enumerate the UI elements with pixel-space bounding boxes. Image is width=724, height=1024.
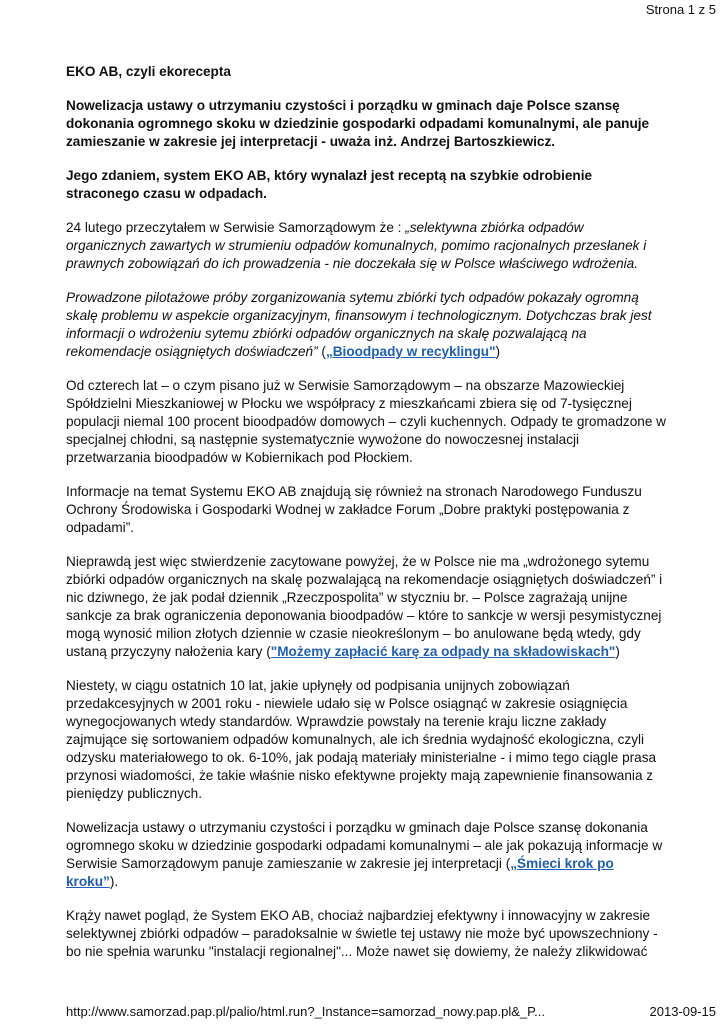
paragraph-7-close: ).	[109, 874, 119, 889]
paragraph-5-close: )	[615, 644, 620, 659]
smieci-link[interactable]: „Śmieci krok po kroku”	[66, 856, 614, 889]
lead-paragraph-2: Jego zdaniem, system EKO AB, który wynalazł jest receptą na szybkie odrobienie straconego czasu w odpadach.	[66, 168, 593, 201]
paragraph-5	[66, 553, 666, 661]
paragraph-2-open: (	[317, 344, 326, 359]
paragraph-2-close: )	[495, 344, 501, 359]
paragraph-7-text: Nowelizacja ustawy o utrzymaniu czystości i porządku w gminach daje Polsce szansę dokonania ogromnego skoku w dziedzinie gospodarki odpadami komunalnymi – ale jak pokazują informacje w Serwisie Samorządowym panuje zamieszanie w zakresie jej interpretacji (	[66, 820, 663, 871]
footer-date: 2013-09-15	[649, 1004, 716, 1019]
bioodpady-link[interactable]: „Bioodpady w recyklingu"	[325, 344, 496, 359]
paragraph-8: Krąży nawet pogląd, że System EKO AB, chociaż najbardziej efektywny i innowacyjny w zakresie selektywnej zbiórki odpadów – paradoksalnie w świetle tej ustawy nie może być upowszechniony - bo nie spełnia warunku "instalacji regionalnej"... Może nawet się dowiemy, że należy zlikwidować	[66, 908, 658, 959]
paragraph-5-text: Nieprawdą jest więc stwierdzenie zacytowane powyżej, że w Polsce nie ma „wdrożonego sytemu zbiórki odpadów organicznych na skalę pozwalającą na rekomendacje osiągniętych doświadczeń” i nic dziwnego, że jak podał dziennik „Rzeczpospolita” w styczniu br. – Polsce zagrażają unijne sankcje za brak ograniczenia deponowania bioodpadów – które to sankcje w wersji pesymistycznej mogą wynosić milion złotych dziennie w czasie nieokreślonym – bo anulowane będą wtedy, gdy ustaną przyczyny nałożenia kary (	[66, 554, 663, 659]
paragraph-3: Od czterech lat – o czym pisano już w Serwisie Samorządowym – na obszarze Mazowieckiej Spółdzielni Mieszkaniowej w Płocku we współpracy z mieszkańcami zbiera się od 7-tysięcznej populacji niemal 100 procent bioodpadów domowych – czyli kuchennych. Odpady te gromadzone w specjalnej chłodni, są następnie systematycznie wywożone do nowoczesnej instalacji przetwarzania bioodpadów w Kobiernikach pod Płockiem.	[66, 378, 666, 465]
kara-link[interactable]: "Możemy zapłacić karę za odpady na składowiskach"	[270, 644, 616, 659]
article-title: EKO AB, czyli ekorecepta	[66, 64, 231, 79]
page-number: Strona 1 z 5	[645, 2, 716, 17]
paragraph-1	[66, 219, 666, 273]
paragraph-2-quote: Prowadzone pilotażowe próby zorganizowania sytemu zbiórki tych odpadów pokazały ogromną skalę problemu w aspekcie organizacyjnym, finansowym i technologicznym. Dotychczas brak jest informacji o wdrożeniu sytemu zbiórki odpadów organicznych na skalę pozwalającą na rekomendacje osiągniętych doświadczeń”	[66, 290, 652, 359]
footer-url: http://www.samorzad.pap.pl/palio/html.run?_Instance=samorzad_nowy.pap.pl&_P...	[66, 1004, 545, 1019]
lead-paragraph-1: Nowelizacja ustawy o utrzymaniu czystości i porządku w gminach daje Polsce szansę dokonania ogromnego skoku w dziedzinie gospodarki odpadami komunalnymi, ale panuje zamieszanie w zakresie jej interpretacji - uważa inż. Andrzej Bartoszkiewicz.	[66, 98, 650, 149]
paragraph-1-quote: „selektywna zbiórka odpadów organicznych zawartych w strumieniu odpadów komunalnych, pomimo racjonalnych przesłanek i prawnych zobowiązań do ich prowadzenia - nie doczekała się w Polsce właściwego wdrożenia.	[66, 220, 647, 271]
paragraph-7	[66, 819, 666, 891]
paragraph-1-intro: 24 lutego przeczytałem w Serwisie Samorządowym że :	[66, 220, 406, 235]
paragraph-4: Informacje na temat Systemu EKO AB znajdują się również na stronach Narodowego Funduszu Ochrony Środowiska i Gospodarki Wodnej w zakładce Forum „Dobre praktyki postępowania z odpadami”.	[66, 484, 642, 535]
paragraph-2	[66, 289, 666, 361]
paragraph-6: Niestety, w ciągu ostatnich 10 lat, jakie upłynęły od podpisania unijnych zobowiązań przedakcesyjnych w 2001 roku - niewiele udało się w Polsce osiągnąć w zakresie osiągnięcia wynegocjowanych wtedy standardów. Wprawdzie powstały na terenie kraju liczne zakłady zajmujące się sortowaniem odpadów komunalnych, ale ich średnia wydajność ekologiczna, czyli odzysku materiałowego to ok. 6-10%, jak podają materiały ministerialne - i mimo tego ciągle prasa przynosi wiadomości, że takie właśnie nisko efektywne projekty mają zapewnienie finansowania z pieniędzy publicznych.	[66, 678, 657, 801]
article-body	[66, 63, 666, 977]
